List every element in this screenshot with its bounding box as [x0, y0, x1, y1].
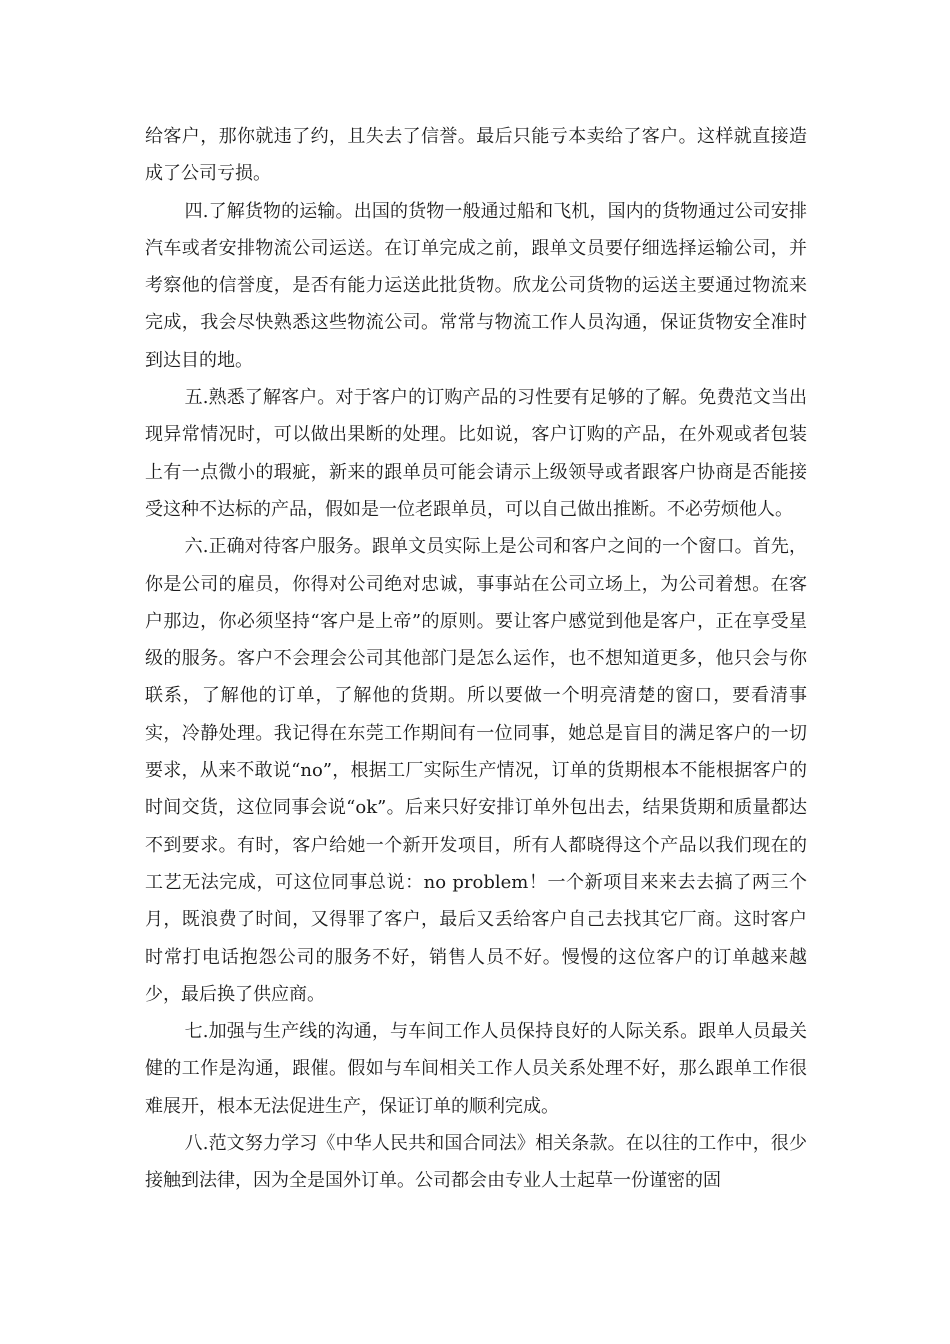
- paragraph-continuation: 给客户，那你就违了约，且失去了信誉。最后只能亏本卖给了客户。这样就直接造成了公司亏损。: [145, 126, 807, 185]
- paragraph-four: 四.了解货物的运输。出国的货物一般通过船和飞机，国内的货物通过公司安排汽车或者安排物流公司运送。在订单完成之前，跟单文员要仔细选择运输公司，并考察他的信誉度，是否有能力运送此批货物。欣龙公司货物的运送主要通过物流来完成，我会尽快熟悉这些物流公司。常常与物流工作人员沟通，保证货物安全准时到达目的地。: [145, 200, 807, 371]
- paragraph-eight: 八.范文努力学习《中华人民共和国合同法》相关条款。在以往的工作中，很少接触到法律，因为全是国外订单。公司都会由专业人士起草一份谨密的固: [145, 1133, 807, 1192]
- document-body: [145, 118, 807, 1200]
- paragraph-seven: 七.加强与生产线的沟通，与车间工作人员保持良好的人际关系。跟单人员最关健的工作是沟通，跟催。假如与车间相关工作人员关系处理不好，那么跟单工作很难展开，根本无法促进生产，保证订单的顺利完成。: [145, 1021, 807, 1117]
- paragraph-six: 六.正确对待客户服务。跟单文员实际上是公司和客户之间的一个窗口。首先，你是公司的雇员，你得对公司绝对忠诚，事事站在公司立场上，为公司着想。在客户那边，你必须坚持“客户是上帝”的原则。要让客户感觉到他是客户，正在享受星级的服务。客户不会理会公司其他部门是怎么运作，也不想知道更多，他只会与你联系，了解他的订单，了解他的货期。所以要做一个明亮清楚的窗口，要看清事实，冷静处理。我记得在东莞工作期间有一位同事，她总是盲目的满足客户的一切要求，从来不敢说“no”，根据工厂实际生产情况，订单的货期根本不能根据客户的时间交货，这位同事会说“ok”。后来只好安排订单外包出去，结果货期和质量都达不到要求。有时，客户给她一个新开发项目，所有人都晓得这个产品以我们现在的工艺无法完成，可这位同事总说：no problem！一个新项目来来去去搞了两三个月，既浪费了时间，又得罪了客户，最后又丢给客户自己去找其它厂商。这时客户时常打电话抱怨公司的服务不好，销售人员不好。慢慢的这位客户的订单越来越少，最后换了供应商。: [145, 536, 807, 1005]
- paragraph-five: 五.熟悉了解客户。对于客户的订购产品的习性要有足够的了解。免费范文当出现异常情况时，可以做出果断的处理。比如说，客户订购的产品，在外观或者包装上有一点微小的瑕疵，新来的跟单员可能会请示上级领导或者跟客户协商是否能接受这种不达标的产品，假如是一位老跟单员，可以自己做出推断。不必劳烦他人。: [145, 387, 807, 520]
